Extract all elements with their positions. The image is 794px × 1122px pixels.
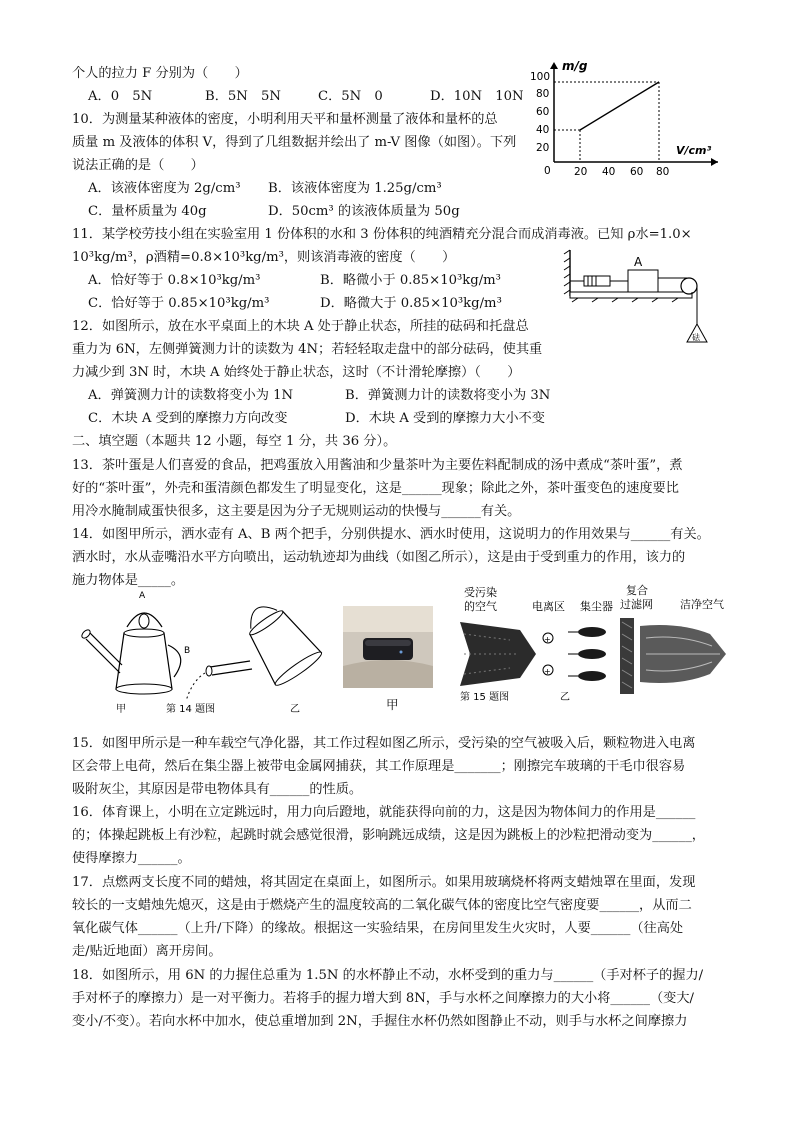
figure-jia-label: 甲 [116,704,126,715]
graph-origin: 0 [544,165,551,177]
option-a: A．弹簧测力计的读数将变小为 1N [88,388,294,403]
option-c: C．木块 A 受到的摩擦力方向改变 [88,411,288,426]
question-13-line1: 13．茶叶蛋是人们喜爱的食品，把鸡蛋放入用酱油和少量茶叶为主要佐料配制成的汤中煮成“茶叶蛋”，煮 [72,458,683,473]
weight-pan-label: 砝 [692,333,700,342]
x-tick: 40 [602,166,616,178]
y-tick: 40 [536,124,550,136]
label-ionization-zone: 电离区 [532,600,565,613]
option-a: A．0 5N [88,89,153,104]
option-a: A．恰好等于 0.8×10³kg/m³ [88,273,261,288]
y-tick: 100 [530,71,551,83]
question-12-line2: 重力为 6N，左侧弹簧测力计的读数为 4N；若轻轻取走盘中的部分砝码，使其重 [72,342,543,357]
question-18-line1: 18．如图所示，用 6N 的力握住总重为 1.5N 的水杯静止不动，水杯受到的重力与______（手对杯子的握力/ [72,968,704,983]
option-b: B．弹簧测力计的读数将变小为 3N [345,388,551,403]
label-dust-collector: 集尘器 [580,600,613,613]
label-filter: 复合 [626,584,648,597]
figure-15-yi-label: 乙 [560,692,570,702]
option-c: C．5N 0 [318,89,383,104]
question-12-line3: 力减少到 3N 时，木块 A 始终处于静止状态，这时（不计滑轮摩擦）（ ） [72,365,521,380]
question-12-line1: 12．如图所示，放在水平桌面上的木块 A 处于静止状态，所挂的砝码和托盘总 [72,319,529,334]
question-11-line1: 11．某学校劳技小组在实验室用 1 份体积的水和 3 份体积的纯酒精充分混合而成消毒液。已知 ρ水=1.0× [72,227,692,242]
question-15-line3: 吸附灰尘，其原因是带电物体具有______的性质。 [72,782,363,797]
question-10-line1: 10．为测量某种液体的密度，小明利用天平和量杯测量了液体和量杯的总 [72,112,498,127]
car-air-purifier-photo [343,606,433,688]
option-a: A．该液体密度为 2g/cm³ [88,181,241,196]
handle-a-label: A [139,591,146,601]
question-15-line2: 区会带上电荷，然后在集尘器上被带电金属网捕获，其工作原理是_______；刚擦完车玻璃的干毛巾很容易 [72,759,686,774]
option-d: D．略微大于 0.85×10³kg/m³ [320,296,502,311]
question-17-line1: 17．点燃两支长度不同的蜡烛，将其固定在桌面上，如图所示。如果用玻璃烧杯将两支蜡烛罩在里面，发现 [72,875,696,890]
y-tick: 20 [536,142,550,154]
y-tick: 80 [536,88,550,100]
question-17-line4: 走/贴近地面）离开房间。 [72,944,222,959]
x-tick: 80 [656,166,670,178]
option-d: D．50cm³ 的该液体质量为 50g [268,204,460,219]
y-tick: 60 [536,106,550,118]
x-tick: 20 [574,166,588,178]
pulley-apparatus-figure [562,248,732,348]
mass-volume-graph [528,58,728,178]
question-17-line2: 较长的一支蜡烛先熄灭，这是由于燃烧产生的温度较高的二氧化碳气体的密度比空气密度要______，从而二 [72,898,692,913]
label-polluted-air-2: 的空气 [464,600,497,613]
figure-yi-label: 乙 [290,704,300,715]
question-18-line2: 手对杯子的摩擦力）是一对平衡力。若将手的握力增大到 8N，手与水杯之间摩擦力的大小将______（变大/ [72,991,694,1006]
question-10-line3: 说法正确的是（ ） [72,158,204,173]
purifier-process-diagram [440,582,740,702]
block-a-label: A [634,255,643,269]
option-b: B．略微小于 0.85×10³kg/m³ [320,273,501,288]
question-13-line3: 用冷水腌制咸蛋快很多，这主要是因为分子无规则运动的快慢与______有关。 [72,504,521,519]
svg-text:+: + [544,635,551,644]
section-heading: 二、填空题（本题共 12 小题，每空 1 分，共 36 分）。 [72,434,397,449]
option-d: D．木块 A 受到的摩擦力大小不变 [345,411,545,426]
question-14-line2: 洒水时，水从壶嘴沿水平方向喷出，运动轨迹却为曲线（如图乙所示），这是由于受到重力的作用，该力的 [72,550,686,565]
figure-15-jia-label: 甲 [386,697,399,712]
x-tick: 60 [630,166,644,178]
watering-can-figure [72,585,342,715]
question-11-line2: 10³kg/m³，ρ酒精=0.8×10³kg/m³，则该消毒液的密度（ ） [72,250,456,265]
graph-x-label: V/cm³ [676,144,712,157]
question-14-line1: 14．如图甲所示，洒水壶有 A、B 两个把手，分别供提水、洒水时使用，这说明力的作用效果与______有关。 [72,527,710,542]
figure-15-caption: 第 15 题图 [460,692,510,702]
question-line: 个人的拉力 F 分别为（ ） [72,66,248,81]
label-clean-air: 洁净空气 [680,598,724,611]
option-b: B．该液体密度为 1.25g/cm³ [268,181,442,196]
question-17-line3: 氧化碳气体______（上升/下降）的缘故。根据这一实验结果，在房间里发生火灾时，人要______（往高处 [72,921,684,936]
question-16-line3: 使得摩擦力______。 [72,851,191,866]
question-15-line1: 15．如图甲所示是一种车载空气净化器，其工作过程如图乙所示，受污染的空气被吸入后，颗粒物进入电离 [72,736,696,751]
label-filter-2: 过滤网 [620,598,653,611]
question-16-line1: 16．体育课上，小明在立定跳远时，用力向后蹬地，就能获得向前的力，这是因为物体间力的作用是______ [72,805,696,820]
handle-b-label: B [184,646,191,656]
figure-14-caption: 第 14 题图 [166,704,216,715]
question-18-line3: 变小/不变）。若向水杯中加水，使总重增加到 2N，手握住水杯仍然如图静止不动，则手与水杯之间摩擦力 [72,1014,688,1029]
question-13-line2: 好的“茶叶蛋”，外壳和蛋清颜色都发生了明显变化，这是______现象；除此之外，茶叶蛋变色的速度要比 [72,481,679,496]
question-14-line3: 施力物体是_____。 [72,573,185,588]
question-16-line2: 的；体操起跳板上有沙粒，起跳时就会感觉很滑，影响跳远成绩，这是因为跳板上的沙粒把滑动变为______， [72,828,705,843]
option-c: C．恰好等于 0.85×10³kg/m³ [88,296,270,311]
graph-y-label: m/g [562,59,588,73]
option-c: C．量杯质量为 40g [88,204,207,219]
option-d: D．10N 10N [430,89,524,104]
label-polluted-air: 受污染 [464,586,497,599]
option-b: B．5N 5N [205,89,281,104]
question-10-line2: 质量 m 及液体的体积 V，得到了几组数据并绘出了 m-V 图像（如图）。下列 [72,135,517,150]
svg-text:+: + [544,667,551,676]
